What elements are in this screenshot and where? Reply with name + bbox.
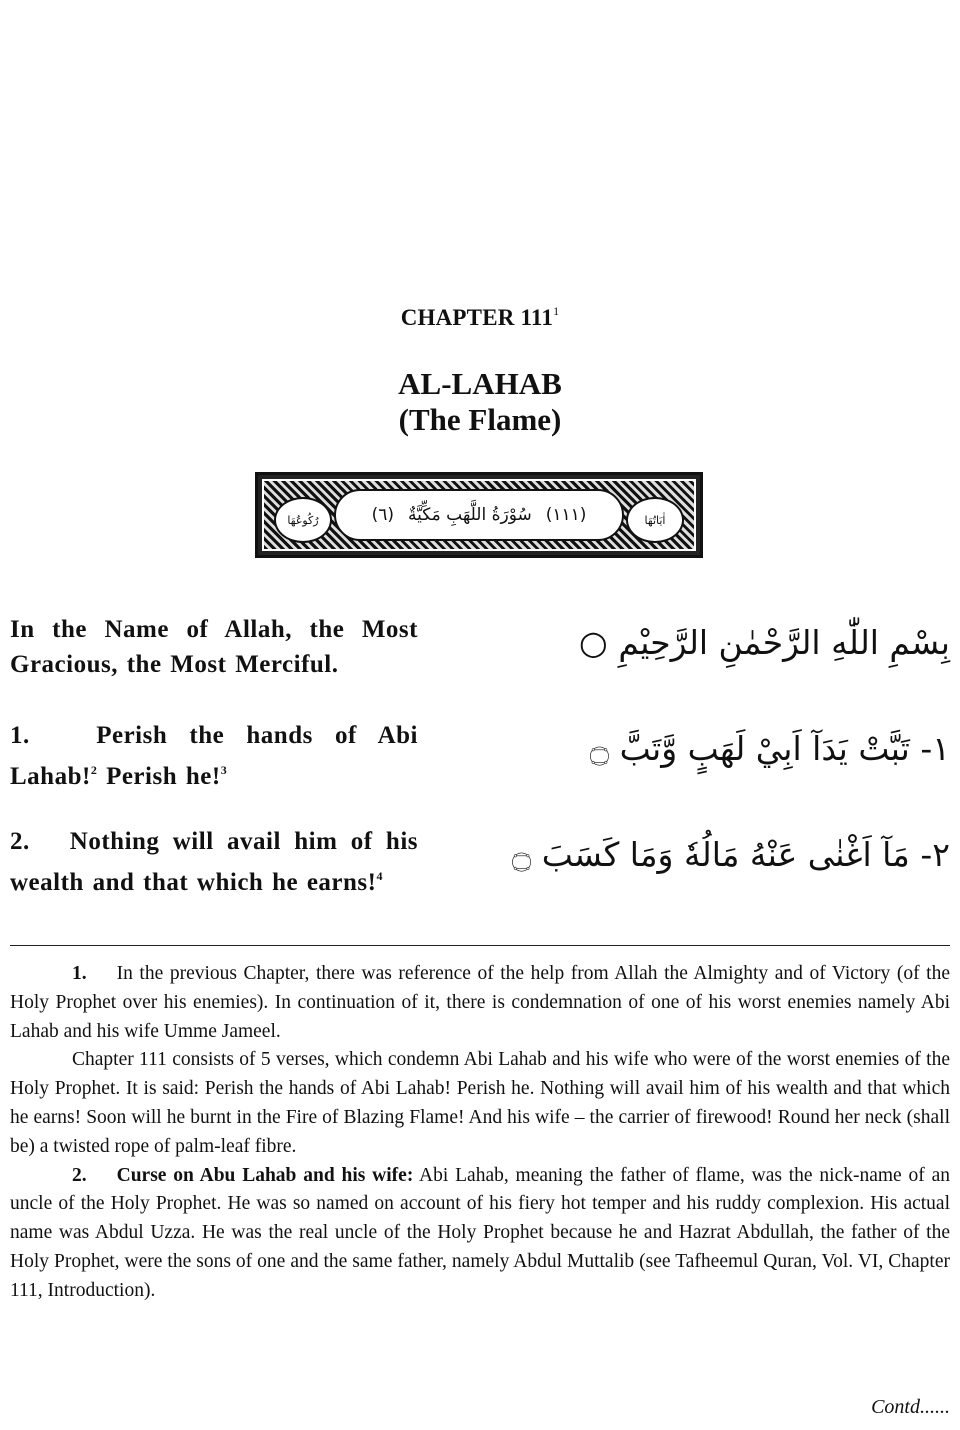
banner-ayat-label: اٰيَاتُهَا	[626, 497, 684, 543]
verse-english: In the Name of Allah, the Most Gracious, the Most Merciful.	[10, 616, 418, 678]
verse-english	[10, 824, 418, 900]
banner-surah-name: سُوْرَةُ اللَّهَبِ مَكِّيَّةٌ	[408, 505, 532, 525]
footnote-ref: 4	[376, 869, 383, 883]
chapter-heading	[0, 304, 960, 331]
banner-ornament	[262, 479, 696, 551]
verse-text-b: Perish he!	[97, 763, 221, 790]
surah-banner	[255, 472, 703, 558]
verse-number: 2.	[10, 828, 30, 855]
verse-arabic: ٢- مَآ اَغْنٰى عَنْهُ مَالُهٗ وَمَا كَسَبَ ۝	[511, 835, 950, 874]
surah-title-arabic-name: AL-LAHAB	[398, 366, 562, 401]
verse-number: 1.	[10, 722, 30, 749]
verse-2	[10, 824, 950, 932]
footnote-divider	[10, 945, 950, 946]
footnote-text: Abi Lahab, meaning the father of flame, was the nick-name of an uncle of the Holy Prophet. He was so named on account of his fiery hot temper and his ruddy complexion. His actual name was Abdul Uzza. He was the real uncle of the Holy Prophet because he and Hazrat Abdullah, the father of the Holy Prophet, were the sons of one and the same father, namely Abdul Muttalib (see Tafheemul Quran, Vol. VI, Chapter 111, Introduction).	[10, 1164, 950, 1301]
surah-title	[0, 366, 960, 438]
chapter-label: CHAPTER 111	[400, 305, 554, 330]
verse-arabic: ١- تَبَّتْ يَدَآ اَبِيْ لَهَبٍ وَّتَبَّ ۝	[589, 729, 950, 768]
verse-text-a: Perish the hands of Abi Lahab!	[10, 722, 418, 790]
banner-verse-count: (٦)	[371, 505, 394, 525]
verse-english	[10, 718, 418, 794]
continued-marker: Contd......	[871, 1396, 950, 1418]
chapter-footnote-ref: 1	[553, 304, 560, 318]
banner-ruku-label: رُكُوعُهَا	[274, 497, 332, 543]
verses-section	[10, 612, 950, 932]
banner-center-cartouche	[334, 489, 624, 541]
footnote-ref: 2	[90, 763, 98, 777]
footnote-heading: Curse on Abu Lahab and his wife:	[116, 1164, 414, 1186]
footnotes	[10, 960, 950, 1306]
verse-arabic: بِسْمِ اللّٰهِ الرَّحْمٰنِ الرَّحِيْمِ ○	[579, 623, 950, 662]
footnote-number: 1.	[72, 963, 87, 984]
footnote-2	[10, 1162, 950, 1306]
footnote-number: 2.	[72, 1164, 87, 1186]
verse-bismillah	[10, 612, 950, 718]
surah-title-meaning: (The Flame)	[398, 402, 562, 437]
verse-text: Nothing will avail him of his wealth and that which he earns!	[10, 828, 418, 896]
footnote-ref: 3	[220, 763, 228, 777]
footnote-text: In the previous Chapter, there was reference of the help from Allah the Almighty and of Victory (of the Holy Prophet over his enemies). In continuation of it, there is condemnation of one of his worst enemies namely Abi Lahab and his wife Umme Jameel.	[10, 963, 950, 1042]
verse-1	[10, 718, 950, 824]
banner-surah-number: (١١١)	[545, 505, 587, 525]
footnote-1-paragraph-2: Chapter 111 consists of 5 verses, which condemn Abi Lahab and his wife who were of the worst enemies of the Holy Prophet. It is said: Perish the hands of Abi Lahab! Perish he. Nothing will avail him of his wealth and that which he earns! Soon will he burnt in the Fire of Blazing Flame! And his wife – the carrier of firewood! Round her neck (shall be) a twisted rope of palm-leaf fibre.	[10, 1049, 950, 1157]
footnote-1-paragraph-1	[10, 960, 950, 1046]
